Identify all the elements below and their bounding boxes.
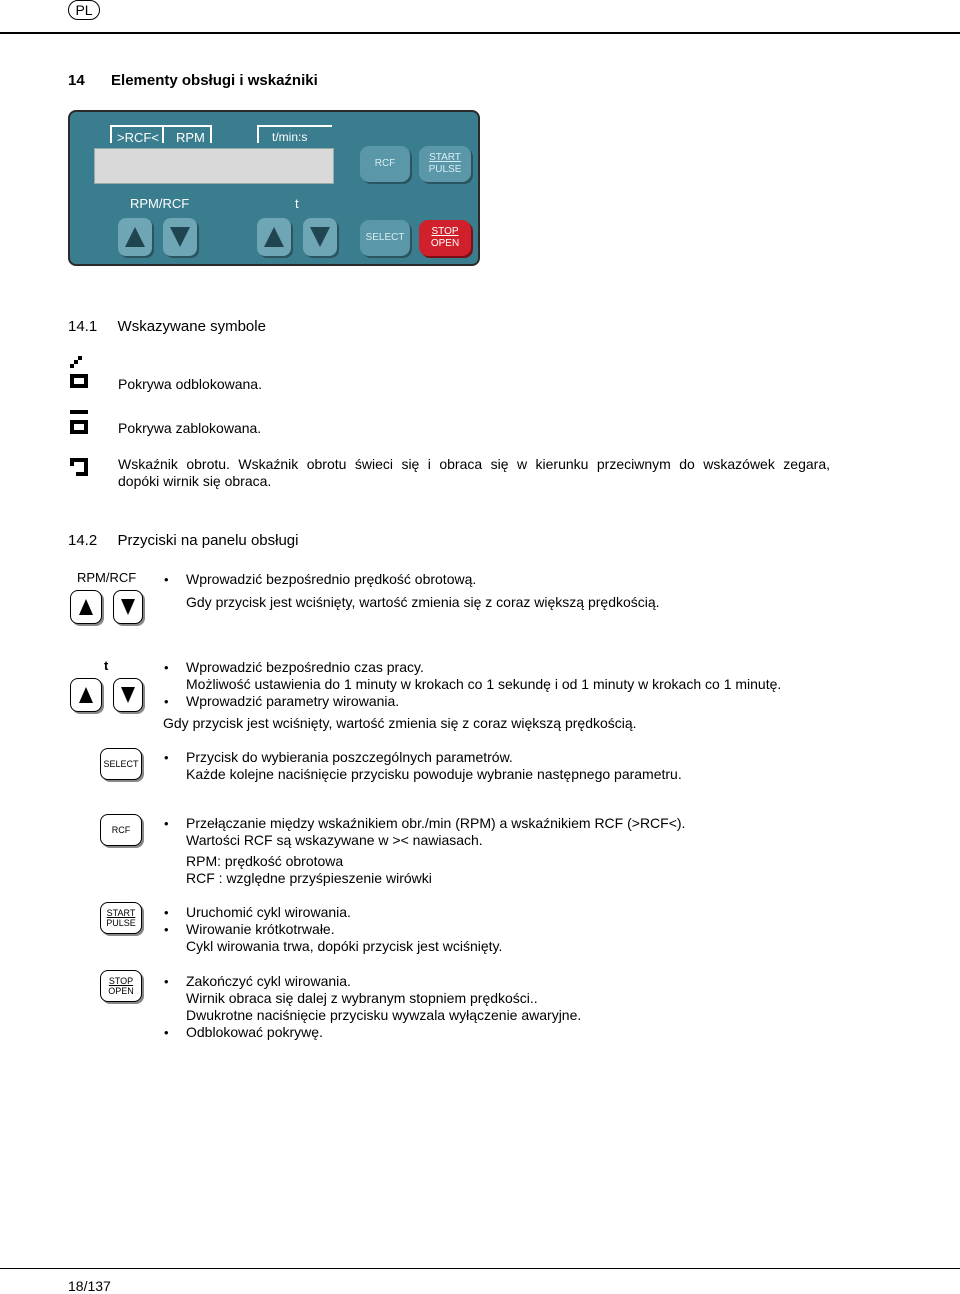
arrow-up-icon [79, 599, 93, 615]
buttons-number: 14.2 [68, 532, 98, 549]
rcf-tab-label: >RCF< [117, 130, 159, 145]
start-desc-b2: Wirowanie krótkotrwałe. [186, 921, 335, 937]
rotation-indicator-icon [68, 456, 90, 478]
symbol-unlocked-text: Pokrywa odblokowana. [118, 376, 262, 392]
select-key[interactable] [100, 748, 142, 780]
lid-unlocked-icon [68, 356, 90, 390]
panel-rpm-down-button[interactable] [163, 218, 197, 256]
rcf-key-label: RCF [111, 825, 131, 835]
stop-desc [164, 973, 582, 1041]
arrow-down-icon [121, 599, 135, 615]
select-key-label: SELECT [103, 759, 139, 769]
time-tab-line [257, 125, 332, 127]
time-desc [164, 659, 782, 710]
rpm-down-key[interactable] [113, 590, 143, 624]
section-title [68, 72, 318, 89]
rpm-rcf-label: RPM/RCF [77, 570, 137, 585]
rcf-desc [164, 815, 686, 887]
rcf-button-label: RCF [374, 158, 396, 169]
arrow-up-icon [125, 227, 145, 247]
time-down-key[interactable] [113, 678, 143, 712]
panel-display [94, 148, 334, 184]
time-tab-divider [257, 125, 259, 143]
panel-stop-button[interactable] [419, 220, 471, 256]
rcf-desc-l4: RCF : względne przyśpieszenie wirówki [186, 870, 432, 886]
stop-open-key[interactable] [100, 970, 142, 1002]
start-key-label: START [106, 908, 136, 918]
time-desc-b3: Wprowadzić parametry wirowania. [186, 693, 400, 709]
stop-desc-b4: Odblokować pokrywę. [186, 1024, 323, 1040]
start-button-label: START [429, 152, 461, 163]
symbols-title: Wskazywane symbole [117, 318, 266, 335]
time-up-key[interactable] [70, 678, 102, 712]
bullet: • [164, 660, 169, 675]
arrow-down-icon [170, 227, 190, 247]
bullet: • [164, 1025, 169, 1040]
tab-divider-right [210, 125, 212, 143]
bullet: • [164, 922, 169, 937]
page-number: 18/137 [68, 1278, 111, 1294]
panel-t-label: t [295, 196, 299, 211]
footer-rule [0, 1268, 960, 1269]
rpm-desc-l2: Gdy przycisk jest wciśnięty, wartość zmienia się z coraz większą prędkością. [186, 594, 660, 610]
time-desc-b1: Wprowadzić bezpośrednio czas pracy. [186, 659, 424, 675]
rcf-desc-l3: RPM: prędkość obrotowa [186, 853, 344, 869]
time-desc-l2: Możliwość ustawienia do 1 minuty w krokach co 1 sekundę i od 1 minuty w krokach co 1 minutę. [186, 676, 782, 692]
rcf-key[interactable] [100, 814, 142, 846]
start-desc-l3: Cykl wirowania trwa, dopóki przycisk jest wciśnięty. [186, 938, 503, 954]
section-heading: Elementy obsługi i wskaźniki [111, 72, 318, 89]
open-button-label: OPEN [430, 238, 460, 249]
start-pulse-key[interactable] [100, 902, 142, 934]
tab-divider-mid [162, 125, 164, 143]
select-button-label: SELECT [365, 232, 405, 243]
stop-desc-b1: Zakończyć cykl wirowania. [186, 973, 351, 989]
arrow-up-icon [79, 687, 93, 703]
time-label: t [104, 658, 109, 673]
arrow-down-icon [310, 227, 330, 247]
buttons-heading [68, 532, 298, 549]
rpm-desc-b1: Wprowadzić bezpośrednio prędkość obrotową. [186, 571, 477, 587]
bullet: • [164, 694, 169, 709]
pulse-key-label: PULSE [106, 918, 136, 928]
stop-button-label: STOP [431, 226, 459, 237]
buttons-title: Przyciski na panelu obsługi [117, 532, 299, 549]
rcf-desc-b1: Przełączanie między wskaźnikiem obr./min (RPM) a wskaźnikiem RCF (>RCF<). [186, 815, 686, 831]
select-desc [164, 749, 682, 783]
panel-rpm-rcf-label: RPM/RCF [130, 196, 190, 211]
panel-select-button[interactable] [360, 220, 410, 256]
rotation-text-line1: Wskaźnik obrotu. Wskaźnik obrotu świeci się i obraca się w kierunku przeciwnym do wskazówek zegara, [118, 456, 830, 472]
arrow-down-icon [121, 687, 135, 703]
panel-rcf-button[interactable] [360, 146, 410, 182]
section-number: 14 [68, 72, 85, 89]
rpm-up-key[interactable] [70, 590, 102, 624]
bullet: • [164, 974, 169, 989]
tab-divider-left [110, 125, 112, 143]
bullet: • [164, 572, 169, 587]
time-desc-l4: Gdy przycisk jest wciśnięty, wartość zmienia się z coraz większą prędkością. [163, 715, 637, 731]
rpm-desc [164, 571, 660, 611]
stop-desc-l3: Dwukrotne naciśnięcie przycisku wywzala wyłączenie awaryjne. [186, 1007, 582, 1023]
select-desc-b1: Przycisk do wybierania poszczególnych parametrów. [186, 749, 513, 765]
bullet: • [164, 750, 169, 765]
select-desc-l2: Każde kolejne naciśnięcie przycisku powoduje wybranie następnego parametru. [186, 766, 682, 782]
lid-locked-icon [68, 410, 90, 436]
bullet: • [164, 905, 169, 920]
rcf-desc-l2: Wartości RCF są wskazywane w >< nawiasach. [186, 832, 483, 848]
header-rule [0, 32, 960, 34]
rcf-rpm-tab-line [110, 125, 212, 127]
panel-rpm-up-button[interactable] [118, 218, 152, 256]
symbols-number: 14.1 [68, 318, 98, 335]
pulse-button-label: PULSE [428, 164, 462, 175]
arrow-up-icon [264, 227, 284, 247]
open-key-label: OPEN [108, 986, 134, 996]
time-tab-label: t/min:s [272, 130, 308, 144]
bullet: • [164, 816, 169, 831]
panel-time-down-button[interactable] [303, 218, 337, 256]
start-desc [164, 904, 503, 955]
symbols-heading [68, 318, 266, 335]
symbol-locked-text: Pokrywa zablokowana. [118, 420, 262, 436]
stop-key-label: STOP [108, 976, 134, 986]
stop-desc-l2: Wirnik obraca się dalej z wybranym stopniem prędkości.. [186, 990, 538, 1006]
panel-time-up-button[interactable] [257, 218, 291, 256]
rotation-text-line2: dopóki wirnik się obraca. [118, 473, 272, 489]
start-desc-b1: Uruchomić cykl wirowania. [186, 904, 351, 920]
language-badge: PL [68, 0, 100, 20]
rpm-tab-label: RPM [176, 130, 205, 145]
symbol-rotation-text [118, 456, 830, 490]
panel-start-button[interactable] [419, 146, 471, 182]
